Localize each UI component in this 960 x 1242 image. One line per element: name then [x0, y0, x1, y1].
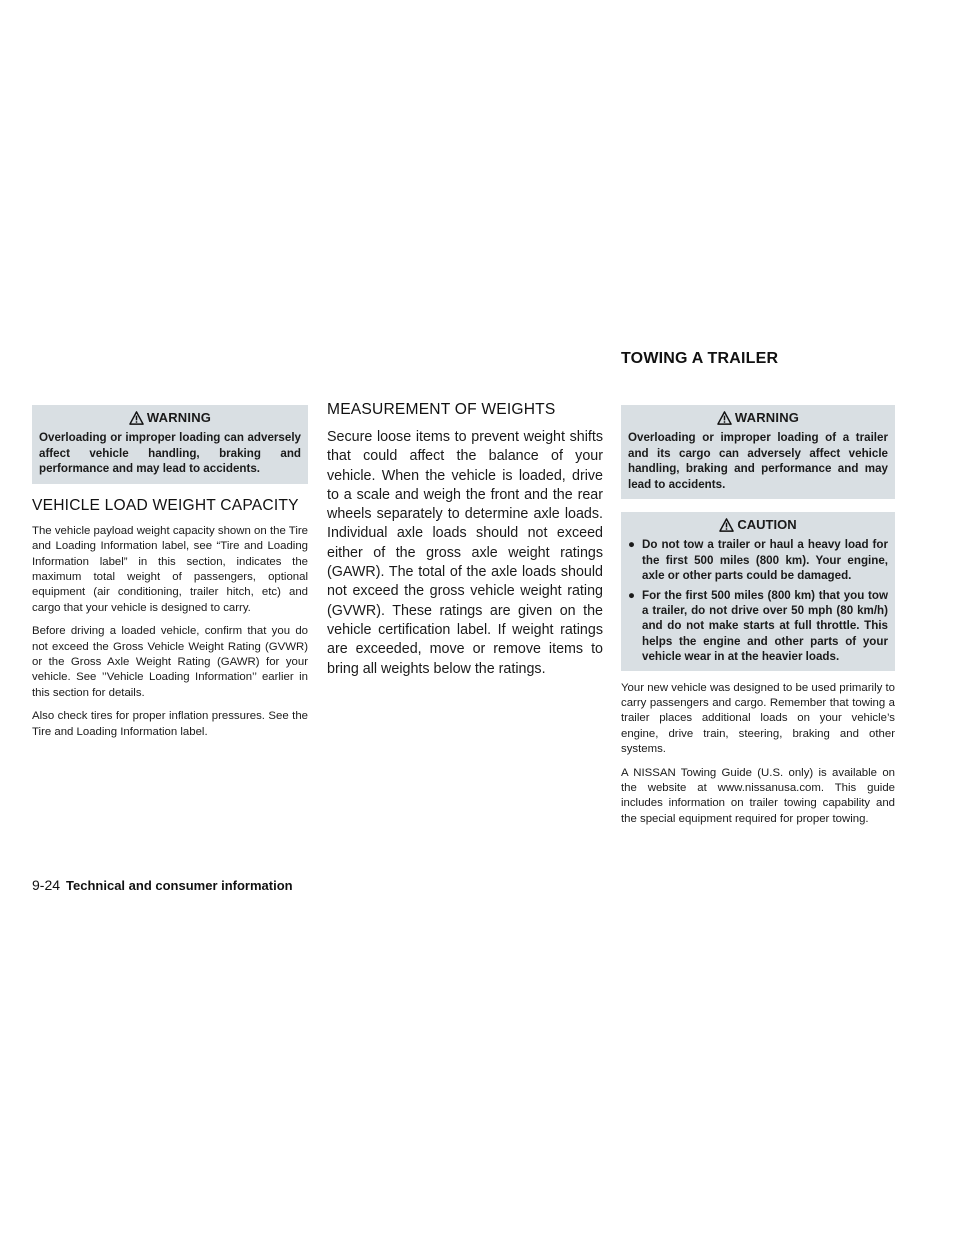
heading-vehicle-load-weight-capacity: VEHICLE LOAD WEIGHT CAPACITY — [32, 496, 299, 514]
paragraph: Also check tires for proper inflation pressures. See the Tire and Loading Information label. — [32, 710, 308, 738]
paragraph: The vehicle payload weight capacity shown on the Tire and Loading Information label, see “Tire and Loading Information label” in this section, indicates the maximum total weight of passengers, optional equipment (air conditioning, trailer hitch, etc) and cargo that your vehicle is designed to carry. — [32, 524, 308, 614]
column-2 — [327, 401, 603, 679]
caution-list — [628, 537, 888, 664]
paragraph: Secure loose items to prevent weight shifts that could affect the balance of your vehicle. When the vehicle is loaded, drive to a scale and weigh the front and the rear wheels separately to determine axle loads. Individual axle loads should not exceed either of the gross axle weight ratings (GAWR). The total of the axle loads should not exceed the gross vehicle weight rating (GVWR). These ratings are given on the vehicle certification label. If weight ratings are exceeded, move or remove items to bring all weights below the ratings. — [327, 429, 603, 677]
warning-label: WARNING — [734, 410, 800, 425]
bullet-icon: ● — [628, 538, 636, 552]
warning-header — [628, 410, 888, 425]
caution-box — [621, 512, 895, 670]
warning-triangle-icon — [719, 518, 734, 532]
caution-item — [628, 588, 888, 665]
column-3 — [621, 405, 895, 835]
page-footer — [32, 877, 293, 893]
heading-measurement-of-weights: MEASUREMENT OF WEIGHTS — [327, 401, 556, 418]
page-number: 9-24 — [32, 877, 61, 893]
warning-box — [32, 405, 308, 484]
section-title: TOWING A TRAILER — [621, 350, 779, 367]
caution-item — [628, 537, 888, 583]
warning-triangle-icon — [129, 411, 144, 425]
warning-header — [39, 410, 301, 425]
chapter-title: Technical and consumer information — [66, 878, 293, 893]
warning-box — [621, 405, 895, 499]
bullet-icon: ● — [628, 588, 636, 602]
paragraph: Your new vehicle was designed to be used primarily to carry passengers and cargo. Remember that towing a trailer places additional loads on your vehicle’s engine, drive train, steering, braking and other systems. — [621, 681, 895, 756]
caution-label: CAUTION — [737, 517, 797, 533]
warning-text: Overloading or improper loading can adversely affect vehicle handling, braking and performance and may lead to accidents. — [39, 431, 301, 476]
caution-item-text: For the first 500 miles (800 km) that you tow a trailer, do not drive over 50 mph (80 km/h) and do not make starts at full throttle. This helps the engine and other parts of your vehicle wear in at the heavier loads. — [642, 588, 888, 664]
caution-header — [628, 517, 888, 532]
paragraph: Before driving a loaded vehicle, confirm that you do not exceed the Gross Vehicle Weight Rating (GVWR) or the Gross Axle Weight Rating (GAWR) for your vehicle. See ’’Vehicle Loading Information’’ earlier in this section for details. — [32, 625, 308, 699]
warning-label: WARNING — [146, 410, 212, 425]
paragraph: A NISSAN Towing Guide (U.S. only) is available on the website at www.nissanusa.com. This guide includes information on trailer towing capability and the special equipment required for proper towing. — [621, 766, 895, 825]
warning-text: Overloading or improper loading of a trailer and its cargo can adversely affect vehicle handling, braking and performance and may lead to accidents. — [628, 431, 888, 491]
caution-item-text: Do not tow a trailer or haul a heavy load for the first 500 miles (800 km). Your engine, axle or other parts could be damaged. — [642, 538, 888, 583]
warning-triangle-icon — [717, 411, 732, 425]
column-1 — [32, 405, 308, 748]
